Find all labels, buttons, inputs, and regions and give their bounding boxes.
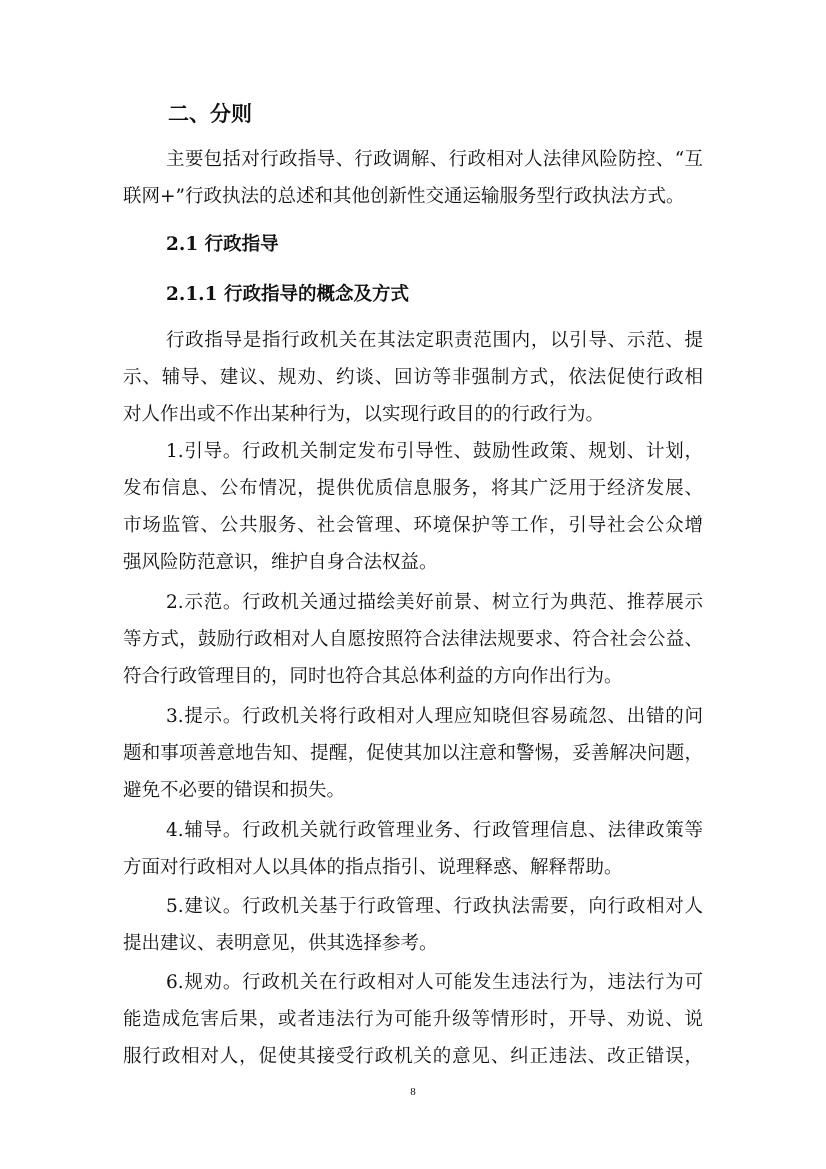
item6-line-1: 6.规劝。行政机关在行政相对人可能发生违法行为，违法行为可 [166,972,703,993]
item3-line-2: 题和事项善意地告知、提醒，促使其加以注意和警惕，妥善解决问题， [123,743,703,764]
chapter-heading: 二、分则 [168,102,252,126]
item1-line-3: 市场监管、公共服务、社会管理、环境保护等工作，引导社会公众增 [123,515,703,536]
item4-line-2: 方面对行政相对人以具体的指点指引、说理释惑、解释帮助。 [123,857,623,878]
intro-line-2: 联网+”行政执法的总述和其他创新性交通运输服务型行政执法方式。 [123,186,685,207]
item3-line-1: 3.提示。行政机关将行政相对人理应知晓但容易疏忽、出错的问 [166,706,703,727]
item2-line-2: 等方式，鼓励行政相对人自愿按照符合法律法规要求、符合社会公益、 [123,629,703,650]
definition-line-3: 对人作出或不作出某种行为，以实现行政目的的行政行为。 [123,404,605,425]
item1-line-2: 发布信息、公布情况，提供优质信息服务，将其广泛用于经济发展、 [123,478,703,499]
section-heading-2-1: 2.1 行政指导 [166,234,279,255]
item2-line-1: 2.示范。行政机关通过描绘美好前景、树立行为典范、推荐展示 [166,592,703,613]
item5-line-2: 提出建议、表明意见，供其选择参考。 [123,933,438,954]
intro-line-1: 主要包括对行政指导、行政调解、行政相对人法律风险防控、“互 [166,149,703,170]
item6-line-3: 服行政相对人，促使其接受行政机关的意见、纠正违法、改正错误， [123,1046,703,1067]
definition-line-2: 示、辅导、建议、规劝、约谈、回访等非强制方式，依法促使行政相 [123,367,703,388]
item2-line-3: 符合行政管理目的，同时也符合其总体利益的方向作出行为。 [123,666,623,687]
page-number: 8 [410,1086,416,1098]
section-heading-2-1-1: 2.1.1 行政指导的概念及方式 [166,284,409,305]
item3-line-3: 避免不必要的错误和损失。 [123,780,346,801]
definition-line-1: 行政指导是指行政机关在其法定职责范围内，以引导、示范、提 [166,330,703,351]
item1-line-4: 强风险防范意识，维护自身合法权益。 [123,552,438,573]
item6-line-2: 能造成危害后果，或者违法行为可能升级等情形时，开导、劝说、说 [123,1009,703,1030]
item1-line-1: 1.引导。行政机关制定发布引导性、鼓励性政策、规划、计划， [166,441,703,462]
item5-line-1: 5.建议。行政机关基于行政管理、行政执法需要，向行政相对人 [166,896,703,917]
item4-line-1: 4.辅导。行政机关就行政管理业务、行政管理信息、法律政策等 [166,820,703,841]
